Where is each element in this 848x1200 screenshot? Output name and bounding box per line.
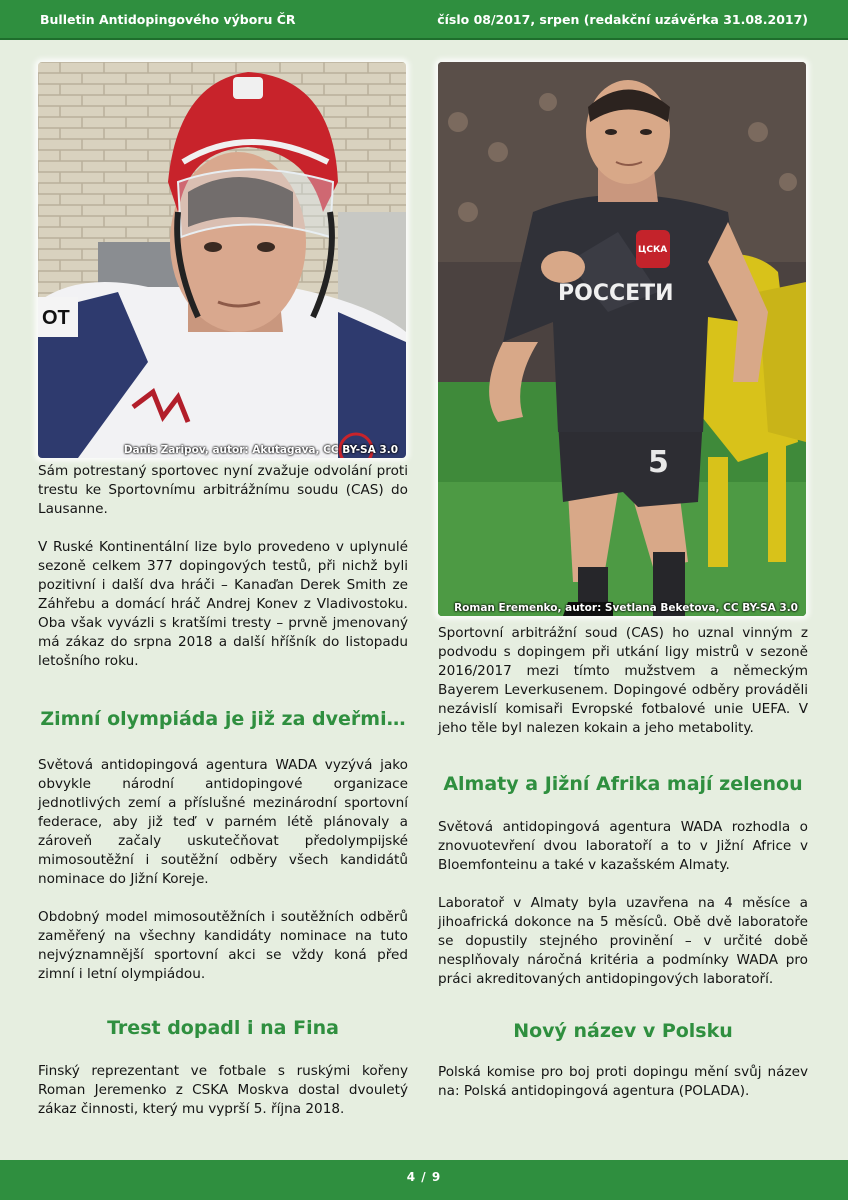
page-header [0, 0, 848, 40]
right-column [438, 62, 808, 1101]
bulletin-title: Bulletin Antidopingového výboru ČR [40, 12, 296, 27]
page-number: 4 / 9 [406, 1170, 442, 1184]
paragraph: Polská komise pro boj proti dopingu mění svůj název na: Polská antidopingová agentura (POLADA). [438, 1064, 808, 1099]
paragraph: Sportovní arbitrážní soud (CAS) ho uznal vinným z podvodu s dopingem při utkání ligy mistrů v sezoně 2016/2017 mezi tímto mužstvem a německým Bayerem Leverkusenem. Dopingové odběry prováděli nezávislí komisaři Evropské fotbalové unie UEFA. V jeho těle byl nalezen kokain a jeho metabolity. [438, 625, 808, 736]
club-badge: ЦСКА [638, 245, 668, 255]
paragraph: Laboratoř v Almaty byla uzavřena na 4 měsíce a jihoafrická dokonce na 5 měsíců. Obě dvě laboratoře se dopustily stejného provinění – v určité době nesplňovaly náročná kritéria a podmínky WADA pro práci akreditovaných antidopingových laboratoří. [438, 895, 808, 987]
paragraph: Obdobný model mimosoutěžních i soutěžních odběrů zaměřený na všechny kandidáty nominace na tuto nejvýznamnější sportovní akci se vždy koná před zimní i letní olympiádou. [38, 909, 408, 982]
photo-caption: Danis Zaripov, autor: Akutagava, CC BY-SA 3.0 [123, 444, 398, 456]
section-heading: Zimní olympiáda je již za dveřmi… [40, 708, 406, 730]
shorts-number: 5 [648, 445, 669, 480]
section-heading: Nový název v Polsku [513, 1020, 733, 1042]
hockey-player-photo [38, 62, 406, 458]
svg-text:OT: OT [42, 307, 70, 329]
paragraph: Světová antidopingová agentura WADA vyzývá jako obvykle národní antidopingové organizace jednotlivých zemí a příslušné mezinárodní sportovní federace, aby již teď v parném létě plánovaly a zároveň začaly uskutečňovat předolympijské mimosoutěžní i soutěžní odběry všech kandidátů nominace do Jižní Koreje. [38, 757, 408, 887]
page-footer [0, 1160, 848, 1200]
section-heading: Trest dopadl i na Fina [107, 1017, 339, 1039]
paragraph: Sám potrestaný sportovec nyní zvažuje odvolání proti trestu ke Sportovnímu arbitrážnímu soudu (CAS) do Lausanne. [38, 463, 408, 517]
jersey-sponsor: РОССЕТИ [558, 281, 674, 306]
football-player-image [438, 62, 806, 616]
paragraph: Finský reprezentant ve fotbale s ruskými kořeny Roman Jeremenko z CSKA Moskva dostal dvouletý zákaz činnosti, který mu vyprší 5. října 2018. [38, 1063, 408, 1117]
issue-info: číslo 08/2017, srpen (redakční uzávěrka 31.08.2017) [437, 12, 808, 27]
section-heading: Almaty a Jižní Afrika mají zelenou [443, 773, 803, 795]
football-player-photo [438, 62, 806, 616]
left-column [38, 62, 408, 1119]
paragraph: V Ruské Kontinentální lize bylo provedeno v uplynulé sezoně celkem 377 dopingových testů, při nichž byli pozitivní i další dva hráči – Kanaďan Derek Smith ze Záhřebu a domácí hráč Andrej Konev z Vladivostoku. Oba však vyvázli s kratšími tresty – prvně jmenovaný má zákaz do srpna 2018 a další hříšník do listopadu letošního roku. [38, 539, 408, 669]
photo-caption: Roman Eremenko, autor: Svetlana Beketova, CC BY-SA 3.0 [454, 602, 798, 614]
paragraph: Světová antidopingová agentura WADA rozhodla o znovuotevření dvou laboratoří a to v Jižní Africe v Bloemfonteinu a také v kazašském Almaty. [438, 819, 808, 873]
hockey-player-image [38, 62, 406, 458]
